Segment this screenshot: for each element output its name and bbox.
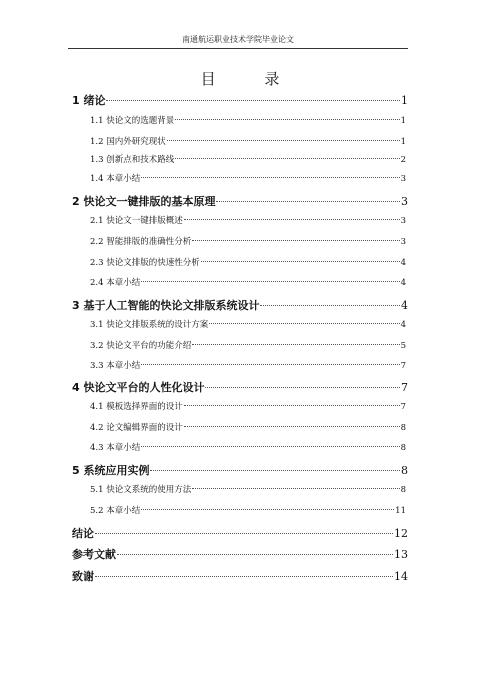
toc-section-entry[interactable] — [90, 483, 406, 495]
toc-entry-label: 5.2 本章小结 — [90, 506, 141, 516]
toc-section-entry[interactable] — [90, 235, 406, 247]
toc-section-entry[interactable] — [90, 256, 406, 268]
toc-entry-label: 2.2 智能排版的准确性分析 — [90, 237, 192, 247]
toc-section-entry[interactable] — [90, 421, 406, 433]
toc-entry-page-number: 3 — [400, 237, 406, 247]
toc-entry-label: 3.2 快论文平台的功能介绍 — [90, 341, 192, 351]
toc-entry-label: 1.1 快论文的选题背景 — [90, 116, 175, 126]
dot-leader — [260, 305, 400, 306]
dot-leader — [141, 509, 394, 510]
toc-entry-page-number: 8 — [400, 485, 406, 495]
toc-entry-page-number: 7 — [401, 381, 408, 394]
toc-section-entry[interactable] — [90, 135, 406, 147]
toc-chapter-entry[interactable] — [72, 193, 408, 209]
toc-entry-label: 3.1 快论文排版系统的设计方案 — [90, 320, 209, 330]
toc-entry-page-number: 3 — [400, 216, 406, 226]
dot-leader — [117, 554, 393, 555]
dot-leader — [95, 576, 393, 577]
dot-leader — [167, 140, 400, 141]
toc-entry-label: 5 系统应用实例 — [72, 464, 150, 477]
toc-entry-label: 4.2 论文编辑界面的设计 — [90, 423, 183, 433]
toc-entry-label: 结论 — [72, 527, 94, 540]
toc-entry-page-number: 1 — [400, 137, 406, 147]
page-header: 南通航运职业技术学院毕业论文 — [68, 34, 408, 49]
toc-entry-page-number: 2 — [400, 155, 406, 165]
toc-backmatter-entry[interactable] — [72, 546, 408, 562]
toc-section-entry[interactable] — [90, 359, 406, 371]
toc-entry-label: 2 快论文一键排版的基本原理 — [72, 195, 216, 208]
toc-entry-label: 2.1 快论文一键排版概述 — [90, 216, 183, 226]
toc-chapter-entry[interactable] — [72, 92, 408, 108]
toc-entry-page-number: 7 — [400, 402, 406, 412]
toc-chapter-entry[interactable] — [72, 379, 408, 395]
toc-backmatter-entry[interactable] — [72, 525, 408, 541]
toc-section-entry[interactable] — [90, 441, 406, 453]
toc-entry-label: 致谢 — [72, 570, 94, 583]
toc-entry-page-number: 4 — [400, 320, 406, 330]
dot-leader — [184, 426, 400, 427]
page-title: 目 录 — [200, 70, 302, 88]
toc-section-entry[interactable] — [90, 214, 406, 226]
dot-leader — [192, 488, 399, 489]
toc-entry-label: 4.1 模板选择界面的设计 — [90, 402, 183, 412]
toc-section-entry[interactable] — [90, 318, 406, 330]
dot-leader — [201, 261, 400, 262]
toc-section-entry[interactable] — [90, 400, 406, 412]
toc-section-entry[interactable] — [90, 339, 406, 351]
toc-entry-label: 4 快论文平台的人性化设计 — [72, 381, 205, 394]
toc-section-entry[interactable] — [90, 114, 406, 126]
toc-entry-label: 2.4 本章小结 — [90, 278, 141, 288]
toc-section-entry[interactable] — [90, 153, 406, 165]
toc-entry-page-number: 1 — [401, 94, 408, 107]
toc-entry-label: 1.3 创新点和技术路线 — [90, 155, 175, 165]
toc-entry-page-number: 1 — [400, 116, 406, 126]
dot-leader — [175, 158, 399, 159]
dot-leader — [175, 119, 399, 120]
toc-entry-label: 1.4 本章小结 — [90, 174, 141, 184]
toc-entry-page-number: 3 — [400, 174, 406, 184]
dot-leader — [141, 446, 399, 447]
dot-leader — [141, 177, 399, 178]
toc-chapter-entry[interactable] — [72, 297, 408, 313]
toc-entry-label: 5.1 快论文系统的使用方法 — [90, 485, 192, 495]
toc-entry-page-number: 11 — [395, 506, 406, 516]
toc-section-entry[interactable] — [90, 504, 406, 516]
toc-section-entry[interactable] — [90, 276, 406, 288]
toc-entry-page-number: 4 — [400, 258, 406, 268]
toc-entry-label: 参考文献 — [72, 548, 116, 561]
dot-leader — [192, 344, 399, 345]
dot-leader — [216, 201, 400, 202]
dot-leader — [95, 533, 393, 534]
toc-entry-label: 2.3 快论文排版的快速性分析 — [90, 258, 200, 268]
toc-entry-page-number: 8 — [400, 443, 406, 453]
toc-backmatter-entry[interactable] — [72, 568, 408, 584]
toc-entry-page-number: 4 — [400, 278, 406, 288]
dot-leader — [184, 405, 400, 406]
toc-entry-label: 3.3 本章小结 — [90, 361, 141, 371]
toc-entry-label: 1 绪论 — [72, 94, 106, 107]
dot-leader — [141, 281, 399, 282]
toc-section-entry[interactable] — [90, 172, 406, 184]
toc-entry-page-number: 7 — [400, 361, 406, 371]
toc-entry-label: 3 基于人工智能的快论文排版系统设计 — [72, 299, 260, 312]
toc-entry-page-number: 13 — [394, 548, 408, 561]
toc-entry-page-number: 8 — [401, 464, 408, 477]
toc-chapter-entry[interactable] — [72, 462, 408, 478]
toc-entry-label: 4.3 本章小结 — [90, 443, 141, 453]
toc-entry-page-number: 8 — [400, 423, 406, 433]
dot-leader — [106, 100, 400, 101]
dot-leader — [141, 364, 399, 365]
dot-leader — [209, 323, 399, 324]
dot-leader — [192, 240, 399, 241]
dot-leader — [184, 219, 400, 220]
toc-entry-page-number: 3 — [401, 195, 408, 208]
toc-entry-page-number: 14 — [394, 570, 408, 583]
dot-leader — [205, 387, 400, 388]
dot-leader — [150, 470, 400, 471]
toc-entry-page-number: 4 — [401, 299, 408, 312]
toc-entry-page-number: 5 — [400, 341, 406, 351]
toc-entry-page-number: 12 — [394, 527, 408, 540]
toc-entry-label: 1.2 国内外研究现状 — [90, 137, 166, 147]
